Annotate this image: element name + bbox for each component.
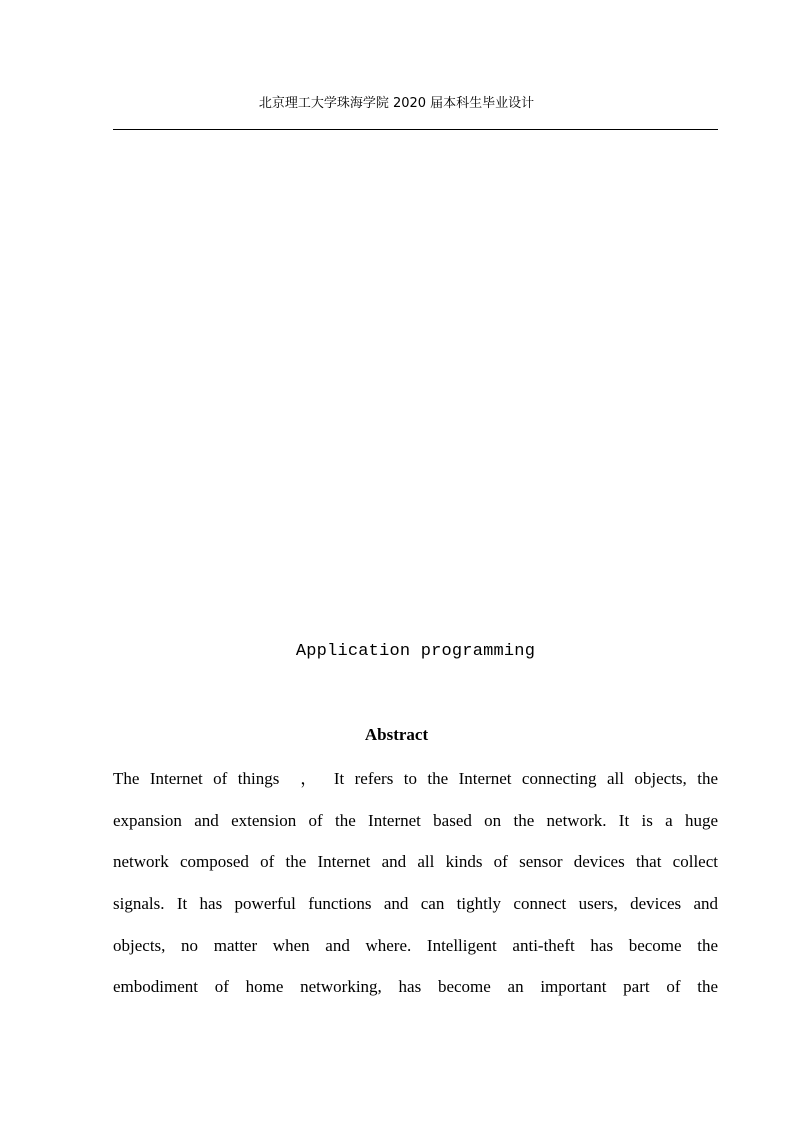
- abstract-line: The Internet of things ， It refers to the Internet connecting all objects, the: [113, 769, 718, 788]
- abstract-line: objects, no matter when and where. Intelligent anti-theft has become the: [113, 935, 718, 955]
- abstract-line: signals. It has powerful functions and can tightly connect users, devices and: [113, 894, 718, 914]
- abstract-line: embodiment of home networking, has become an important part of the: [113, 977, 718, 997]
- abstract-heading: Abstract: [364, 725, 429, 744]
- paper-title: Application programming: [295, 642, 536, 661]
- running-header: 北京理工大学珠海学院 2020 届本科生毕业设计: [258, 96, 535, 111]
- abstract-line: network composed of the Internet and all kinds of sensor devices that collect: [113, 852, 718, 872]
- header-divider: [113, 129, 718, 130]
- abstract-body: [113, 758, 718, 1008]
- abstract-line: expansion and extension of the Internet based on the network. It is a huge: [113, 810, 718, 830]
